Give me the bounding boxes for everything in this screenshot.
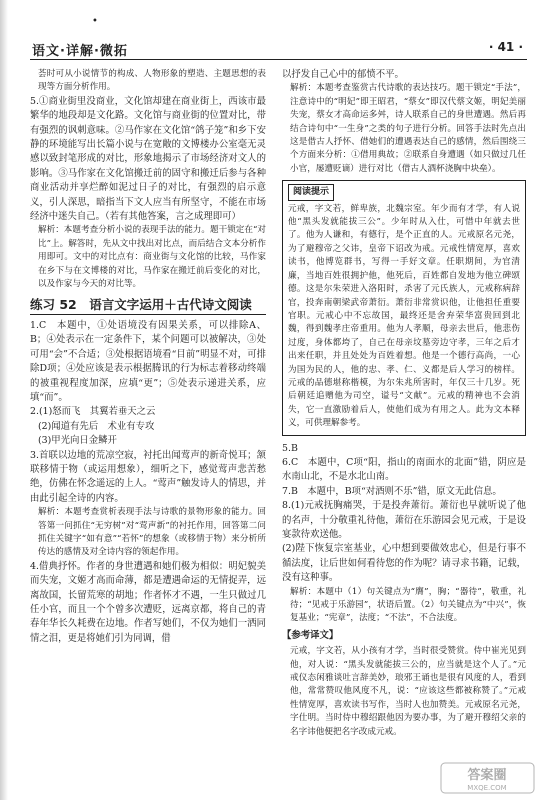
page-number: · 41 · [488,40,523,54]
reading-tip-text: 元戒，字文若，鲜卑族，北魏宗室。年少而有才学，有人说他“黑头发就能拔三公”。少年时从入仕，可惜中年就去世了。他为人谦和，有德行，是个正直的人。元戒原名元尧，为了避穆帝之父讳，皇帝下诏改为戒。元戒性情宽厚，喜欢读书，他博览群书，写得一手好文章。任职期间，为官清廉，当地百姓很拥护他，他死后，百姓都自发地为他立碑颂德。这是尔朱荣进入洛阳时，杀害了元氏族人，元戒称病辞官，投奔南朝梁武帝萧衍。萧衍非常赏识他，让他担任重要官职。元戒心中不忘故国，最终还是舍弃荣华富贵回到北魏，得到魏孝庄帝重用。他为人孝顺，母亲去世后，他悲伤过度，身体都垮了，自己在母亲坟墓旁边守孝，三年之后才出来任职，并且处处为百姓着想。他是一个德行高尚，一心为国为民的人，他的忠、孝、仁、义都是后人学习的榜样。元戒的品德堪称楷模，为尔朱兆所害时，年仅三十几岁。死后朝廷追赠他为司空，谥号“文献”。元戒的精神也不会消失，它一直激励着后人，使他们成为有用之人。此为文本释义，可供理解参考。 [288,203,520,429]
binding-shadow [0,0,8,800]
reference-translation-title: 【参考译文】 [282,629,339,641]
watermark-text: 答案圈 [467,768,507,783]
analysis-q3: 解析：本题考查赏析表现手法与诗歌的景物形象的能力。回答第一问抓住“无穷树”对“莺声新”的衬托作用，回答第二问抓住关键字“如有意”“若怀”的想象（或移情于物）来分析所传达的感情及对全诗内容的领起作用。 [38,507,266,558]
answer-q7: 7.B 本题中，B项“对酒则不乐”错，原文无此信息。 [282,485,502,497]
answer-q2-3: (3)甲光向日金鳞开 [38,435,117,447]
right-column [282,68,526,739]
answer-q5: 5.①商业街里没商业，文化馆却建在商业街上，西该市最繁华的地段却是文化路。文化馆与商业街的位置对比，带有强烈的讽刺意味。②马作家在文化馆“鸽子笼”和乡下安静的环境能写出长篇小说与在宽敞的文博楼办公室毫无灵感以致封笔形成的对比，形象地揭示了市场经济对文人的影响。③马作家在文化馆搬迁前的固守和搬迁后参与各种商业活动并享烂醉如泥过日子的对比，有强烈的启示意义，引人深思，暗指当下文人应当有所坚守，不能在市场经济中迷失自己。（若有其他答案，言之成理即可） [30,95,266,223]
answer-paragraph: 荟时可从小说情节的构成、人物形象的塑造、主题思想的表现等方面分析作用。 [38,69,266,93]
section-title: 练习 52 语言文字运用＋古代诗文阅读 [30,298,266,315]
left-column [30,68,266,646]
answer-q4: 4.借典抒怀。作者的身世遭遇和她们极为相似：明妃貌美而失宠，文姬才高而命薄，都是遭遇命运的无情捉弄，远离故国，长留荒寒的胡地；作者怀才不遇，一生只做过几任小官，而且一个个曾多次遭贬，远离京都，将自己的青春年华长久耗费在边地。作者写她们，不仅为她们一洒同情之泪，更是将她们引为同调，借 [30,560,266,644]
analysis-q4: 解析：本题考查鉴赏古代诗歌的表达技巧。题干锁定“手法”，注意诗中的“明妃”即王昭君，“蔡女”即汉代蔡文姬，明妃美丽失宠，蔡女才高命运多舛，诗人联系自己的身世遭遇。然后再结合诗句中“一生身”之类的句子进行分析。回答手法时先点出这是借古人抒怀、借她们的遭遇表达自己的感情，然后围绕三个方面来分析：①借用典故；②联系自身遭遇（如只做过几任小官，屡遭贬谪）进行对比（借古人酒杯浇胸中块垒）。 [290,83,526,174]
answer-q5-right: 5.B [282,442,298,454]
answer-q8-1: 8.(1)元戒抚胸痛哭，于是投奔萧衍。萧衍也早就听说了他的名声，十分敬重礼待他，萧衍在乐游园会见元戒，于是设宴款待欢送他。 [282,500,526,540]
watermark-logo [440,762,535,794]
reading-tip-title: 阅读提示 [288,184,334,200]
answer-q2-2: (2)闻道有先后 术业有专攻 [38,420,155,432]
answer-q4-cont: 以抒发自己心中的郁愤不平。 [282,69,404,80]
header-rule [30,59,527,60]
answer-q3: 3.首联以边地的荒凉空寂，衬托出闻莺声的新奇悦耳；颔联移情于物（或运用想象），细听之下，感觉莺声悲苦愁绝，仿佛在怀念遥远的上人。“莺声”触发诗人的情思，并由此引起全诗的内容。 [30,449,266,504]
watermark-url: MXQE.COM [467,784,507,792]
reference-translation-text: 元戒，字文若，从小孩有才学，当时很受赞赏。侍中崔光见到他，对人说：“黑头发就能拔三公的，应当就是这个人了。”元戒仪态闲雅谈吐言辞美妙，琅邪王诵也是很有风度的人，看到他，常常赞叹他风度不凡，说：“应该这些都被称赞了。”元戒性情宽厚，喜欢读书写作，当时人也加赞美。元戒原名元尧，字仕明。当时侍中穆绍跟他因为要办事，为了避开穆绍父亲的名字讳他便把名字改成元戒。 [290,646,526,737]
reading-tip-box [282,180,526,435]
answer-q2-1: 2.(1)怒而飞 其翼若垂天之云 [30,406,156,418]
answer-q1: 1.C 本题中，①处语境没有因果关系，可以排除A、B；④处表示在一定条件下，某个问题可以被解决，③处可用“会”不合适；③处根据语境看“目前”明显不对，可排除D项；④处应该是表示根据腾讯的行为标志着移动终端的被重视程度加深，应填“更”；⑤处表示递进关系，应填“而”。 [30,319,266,403]
answer-q8-2: (2)陛下恢复宗室基业，心中想到要做效忠心，但是行事不循法度，让后世如何看待您的作为呢？请寻求书籍，记载，没有这种事。 [282,543,526,584]
analysis-q5: 解析：本题考查分析小说的表现手法的能力。题干锁定在“对比”上。解答时，先从文中找出对比点，而后结合文本分析作用即可。文中的对比点有：商业街与文化馆的比较，马作家在乡下与在文博楼的对比，马作家在搬迁前后变化的对比，以及作家与今天的对比等。 [38,225,266,290]
analysis-q8: 解析：本题中（1）句关键点为“膺”，胸；“器待”，敬重，礼待；“见戒于乐游园”，状语后置。（2）句关键点为“中兴”，恢复基业；“宪章”，法度；“不法”，不合法度。 [290,586,526,624]
answer-q6: 6.C 本题中，C项“阳，指山的南面水的北面”错，阴应是水南山北，不是水北山南。 [282,456,526,483]
header-dot: • [92,16,98,27]
page-header-title: 语文·详解·微拓 [32,44,128,59]
